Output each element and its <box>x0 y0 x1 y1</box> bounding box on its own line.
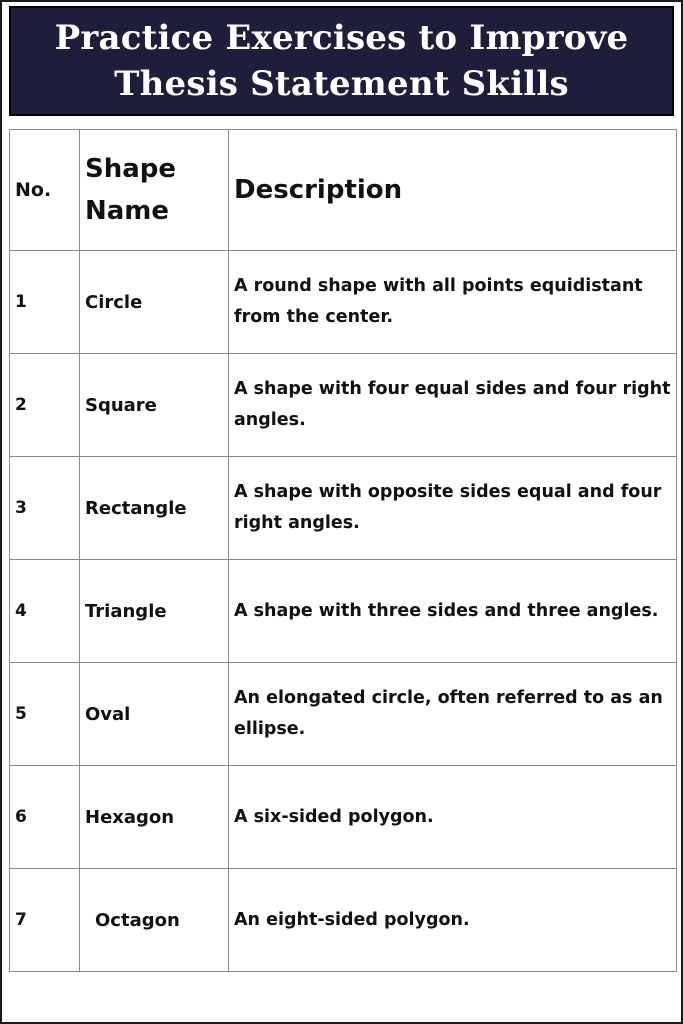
shape-name: Circle <box>80 251 229 354</box>
row-number: 5 <box>10 663 80 766</box>
shape-description: A shape with opposite sides equal and four right angles. <box>229 457 677 560</box>
table-row <box>10 560 677 663</box>
shapes-table <box>9 129 677 972</box>
table-row <box>10 869 677 972</box>
shape-name: Octagon <box>80 869 229 972</box>
shape-description: A shape with three sides and three angles. <box>229 560 677 663</box>
header-description: Description <box>229 130 677 251</box>
table-row <box>10 663 677 766</box>
title-line-1: Practice Exercises to Improve <box>54 18 629 58</box>
row-number: 6 <box>10 766 80 869</box>
shape-name: Hexagon <box>80 766 229 869</box>
table-row <box>10 251 677 354</box>
shape-description: A shape with four equal sides and four right angles. <box>229 354 677 457</box>
title-banner <box>9 6 674 116</box>
header-shape-name <box>80 130 229 251</box>
shape-description: An elongated circle, often referred to as an ellipse. <box>229 663 677 766</box>
shape-description: A round shape with all points equidistant from the center. <box>229 251 677 354</box>
shape-name: Square <box>80 354 229 457</box>
row-number: 3 <box>10 457 80 560</box>
row-number: 1 <box>10 251 80 354</box>
table-row <box>10 457 677 560</box>
table-row <box>10 354 677 457</box>
table-header-row <box>10 130 677 251</box>
shape-description: An eight-sided polygon. <box>229 869 677 972</box>
shape-name: Triangle <box>80 560 229 663</box>
shape-description: A six-sided polygon. <box>229 766 677 869</box>
row-number: 7 <box>10 869 80 972</box>
header-shape-name-line-2: Name <box>85 196 170 226</box>
table-row <box>10 766 677 869</box>
row-number: 2 <box>10 354 80 457</box>
row-number: 4 <box>10 560 80 663</box>
header-shape-name-line-1: Shape <box>85 154 177 184</box>
shape-name: Rectangle <box>80 457 229 560</box>
shape-name: Oval <box>80 663 229 766</box>
title-line-2: Thesis Statement Skills <box>114 64 569 104</box>
header-no: No. <box>10 130 80 251</box>
